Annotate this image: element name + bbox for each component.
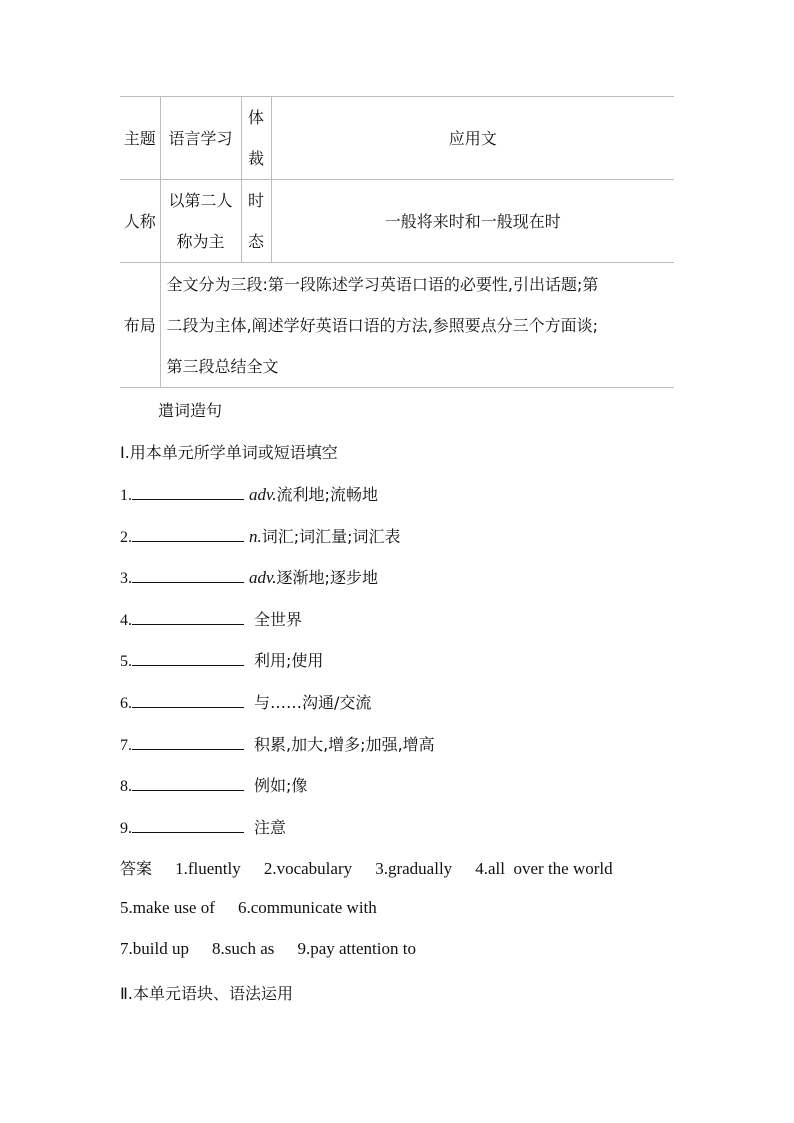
part-of-speech: adv. bbox=[249, 568, 277, 588]
item-number: 3. bbox=[120, 570, 132, 588]
item-meaning: 注意 bbox=[254, 817, 287, 837]
answer-blank[interactable] bbox=[132, 775, 244, 791]
answer-blank[interactable] bbox=[132, 484, 244, 500]
answer-line-1 bbox=[120, 856, 613, 879]
fill-in-item bbox=[120, 815, 286, 838]
answer-blank[interactable] bbox=[132, 609, 244, 625]
tense-value: 一般将来时和一般现在时 bbox=[271, 180, 674, 263]
item-meaning: 利用;使用 bbox=[254, 651, 324, 671]
tense-label: 时 态 bbox=[241, 180, 271, 263]
fill-in-item bbox=[120, 482, 378, 505]
item-number: 6. bbox=[120, 695, 132, 712]
table-row bbox=[120, 97, 674, 180]
item-meaning: 逐渐地;逐步地 bbox=[276, 568, 378, 588]
fill-in-item bbox=[120, 648, 323, 671]
genre-label: 体 裁 bbox=[241, 97, 271, 180]
item-number: 7. bbox=[120, 736, 132, 754]
fill-in-item bbox=[120, 565, 378, 588]
answer-2: 2.vocabulary bbox=[263, 859, 353, 878]
writing-info-table bbox=[120, 96, 674, 388]
layout-label: 布局 bbox=[120, 263, 160, 388]
fill-in-item bbox=[120, 524, 401, 547]
part-of-speech: n. bbox=[249, 526, 262, 546]
item-meaning: 例如;像 bbox=[254, 776, 308, 796]
item-meaning: 与……沟通/交流 bbox=[254, 693, 372, 712]
answer-blank[interactable] bbox=[132, 734, 244, 750]
item-number: 8. bbox=[120, 778, 132, 796]
item-number: 5. bbox=[120, 653, 132, 671]
item-number: 9. bbox=[120, 819, 132, 837]
answer-blank[interactable] bbox=[132, 817, 244, 833]
section-title: 遣词造句 bbox=[158, 401, 223, 420]
answer-blank[interactable] bbox=[132, 567, 244, 583]
item-number: 2. bbox=[120, 528, 132, 546]
item-number: 4. bbox=[120, 611, 132, 629]
item-meaning: 流利地;流畅地 bbox=[276, 485, 378, 504]
theme-value: 语言学习 bbox=[160, 97, 241, 180]
answer-blank[interactable] bbox=[132, 650, 244, 666]
fill-in-item bbox=[120, 690, 371, 713]
genre-value: 应用文 bbox=[271, 97, 674, 180]
layout-value: 全文分为三段:第一段陈述学习英语口语的必要性,引出话题;第 二段为主体,阐述学好英语口语的方法,参照要点分三个方面谈; 第三段总结全文 bbox=[160, 263, 674, 388]
item-meaning: 全世界 bbox=[254, 609, 303, 629]
answer-7: 7.build up bbox=[120, 939, 189, 958]
answer-9: 9.pay attention to bbox=[297, 939, 416, 958]
fill-in-item bbox=[120, 732, 435, 755]
fill-in-item bbox=[120, 773, 307, 796]
person-value: 以第二人 称为主 bbox=[160, 180, 241, 263]
answer-blank[interactable] bbox=[132, 692, 244, 708]
answer-line-3 bbox=[120, 939, 416, 959]
item-meaning: 积累,加大,增多;加强,增高 bbox=[254, 734, 435, 754]
part-of-speech: adv. bbox=[249, 485, 277, 504]
table-row bbox=[120, 263, 674, 388]
item-meaning: 词汇;词汇量;词汇表 bbox=[261, 526, 401, 546]
answer-4: 4.all over the world bbox=[475, 859, 613, 878]
theme-label: 主题 bbox=[120, 97, 160, 180]
answer-line-2 bbox=[120, 898, 377, 918]
answer-8: 8.such as bbox=[212, 939, 275, 958]
answer-3: 3.gradually bbox=[375, 859, 453, 878]
answer-1: 1.fluently bbox=[175, 859, 241, 878]
answer-blank[interactable] bbox=[132, 526, 244, 542]
part2-title: Ⅱ.本单元语块、语法运用 bbox=[120, 984, 293, 1003]
answer-label: 答案 bbox=[120, 859, 153, 878]
part1-title: Ⅰ.用本单元所学单词或短语填空 bbox=[120, 443, 338, 462]
item-number: 1. bbox=[120, 487, 132, 504]
table-row bbox=[120, 180, 674, 263]
fill-in-item bbox=[120, 607, 302, 630]
person-label: 人称 bbox=[120, 180, 160, 263]
answer-5: 5.make use of bbox=[120, 898, 215, 917]
answer-6: 6.communicate with bbox=[237, 898, 377, 917]
